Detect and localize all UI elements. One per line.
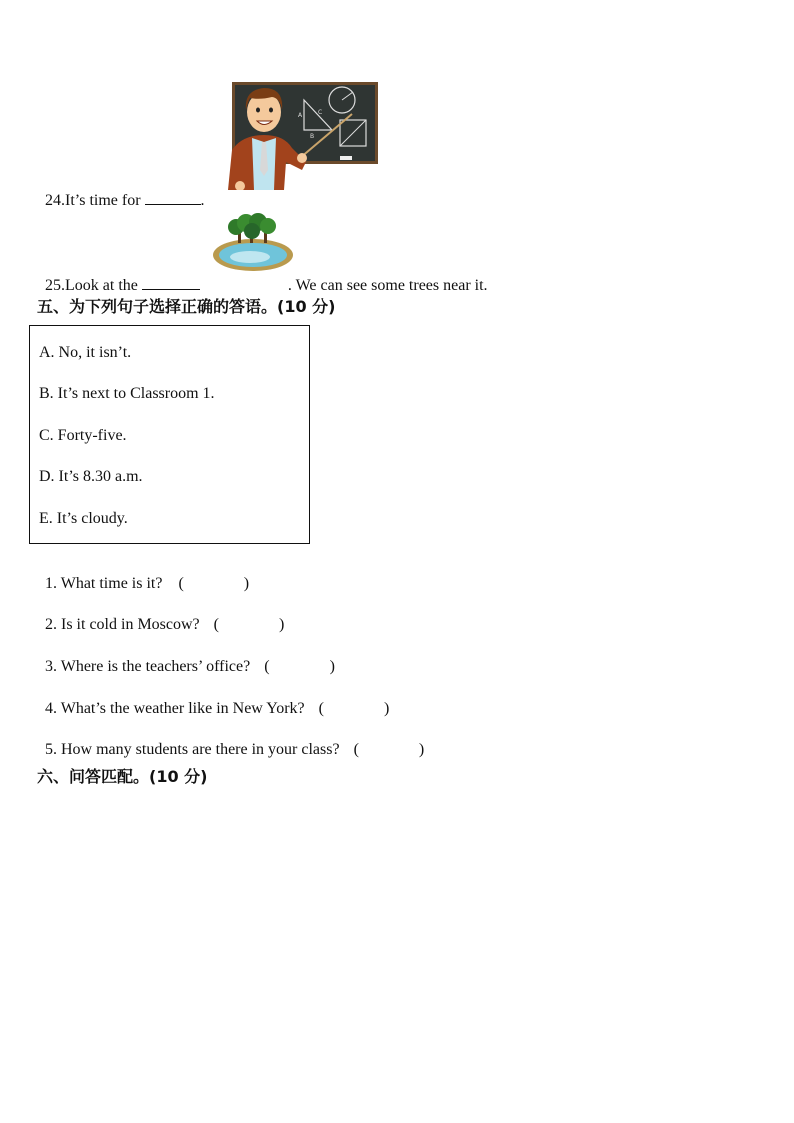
svg-text:C: C [318, 109, 323, 116]
option-e: E. It’s cloudy. [39, 510, 128, 527]
question-text: 5. How many students are there in your class? [45, 741, 340, 758]
answer-blank[interactable] [145, 190, 201, 205]
question-row [37, 723, 424, 759]
question-text-end: . We can see some trees near it. [287, 277, 488, 294]
open-paren: ( [318, 700, 324, 717]
open-paren: ( [213, 616, 219, 633]
svg-text:B: B [310, 133, 315, 140]
question-text: 1. What time is it? [45, 575, 163, 592]
question-number: 25. [45, 277, 65, 294]
open-paren: ( [353, 741, 359, 758]
pond-trees-icon [210, 213, 296, 275]
close-paren: ) [329, 658, 335, 675]
question-row [37, 682, 389, 718]
question-row [37, 640, 335, 676]
teacher-illustration [222, 80, 380, 190]
open-paren: ( [178, 575, 184, 592]
close-paren: ) [383, 700, 390, 717]
pond-illustration [210, 213, 296, 275]
option-b: B. It’s next to Classroom 1. [39, 385, 215, 402]
option-c: C. Forty-five. [39, 427, 127, 444]
section-5-title: 五、为下列句子选择正确的答语。(10 分) [37, 297, 336, 316]
option-d: D. It’s 8.30 a.m. [39, 468, 143, 485]
answer-blank[interactable] [142, 275, 200, 290]
question-row [37, 557, 249, 593]
teacher-blackboard-icon [222, 80, 380, 190]
options-box [29, 325, 310, 544]
section-6-title: 六、问答匹配。(10 分) [37, 767, 208, 786]
question-text: 4. What’s the weather like in New York? [45, 700, 305, 717]
question-text: 3. Where is the teachers’ office? [45, 658, 251, 675]
question-text-end: . [200, 192, 205, 209]
question-row [37, 598, 284, 634]
question-24 [37, 172, 205, 210]
question-text: It’s time for [65, 192, 145, 209]
option-a: A. No, it isn’t. [39, 344, 132, 361]
close-paren: ) [278, 616, 285, 633]
question-text: Look at the [65, 277, 142, 294]
close-paren: ) [418, 741, 425, 758]
open-paren: ( [264, 658, 270, 675]
close-paren: ) [243, 575, 250, 592]
question-text: 2. Is it cold in Moscow? [45, 616, 200, 633]
svg-text:A: A [298, 112, 303, 119]
question-number: 24. [45, 192, 65, 209]
